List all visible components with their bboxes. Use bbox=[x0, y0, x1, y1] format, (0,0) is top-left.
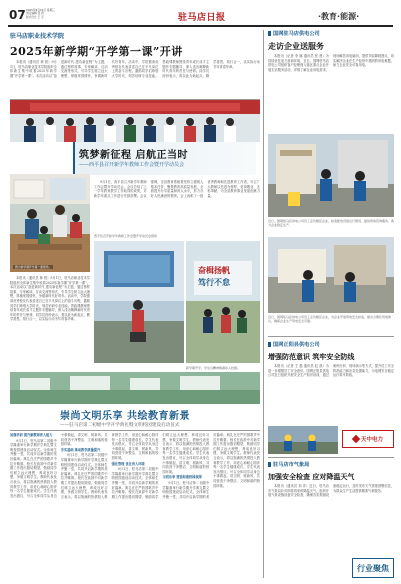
side-photo-overlay-2: 笃行不怠 bbox=[198, 277, 230, 287]
left-column-text bbox=[10, 276, 90, 364]
classroom-photo bbox=[10, 174, 90, 272]
section1-marker bbox=[268, 31, 271, 36]
power-photo-2-caption: 近日，国网驻马店供电公司员工走访辖区企业，为企业开展用电安全检查，提出合理化用电建议，确保企业生产用电安全可靠。 bbox=[268, 315, 392, 323]
teachers-award-photo bbox=[10, 100, 260, 142]
section-title: ·教育·能源· bbox=[318, 12, 360, 21]
section3-label-text: 驻马店市气象局 bbox=[273, 462, 310, 468]
electrician-photo bbox=[268, 426, 338, 454]
school-campus-photo bbox=[10, 372, 260, 404]
section2-label-text: 国网正阳县供电公司 bbox=[273, 342, 320, 348]
page-number: 07 bbox=[9, 8, 26, 22]
photo-story-body-text: 9月1日，西平县召开新学年教师工作会暨开学动员会。会议总结了上一学年教育教学工作取得的成绩，对新学年重点工作进行安排部署。会议强调，全县教育系统要坚持立德树人根本任务，聚焦教育高质量发展，全面提升办学质量和育人水平，努力办好人民满意的教育。会上表彰了一批优秀教师和先进教育工作者，号召广大教师以先进为榜样，爱岗敬业、无私奉献，为全县教育事业发展贡献力量。 bbox=[94, 180, 260, 198]
designer-line: 版式设计 王 宇 bbox=[26, 14, 44, 19]
section2-body bbox=[268, 364, 394, 424]
masthead-logo: 驻马店日报 bbox=[178, 13, 226, 23]
date-block bbox=[26, 9, 55, 19]
date-line: 2025年9月10日 星期三 bbox=[26, 8, 55, 12]
photo-story-headline: 筑梦新征程 启航正当时 bbox=[79, 150, 188, 161]
masthead-rule bbox=[8, 25, 393, 27]
section1-label bbox=[268, 30, 320, 37]
column-divider bbox=[263, 30, 264, 578]
section3-label bbox=[268, 461, 309, 468]
side-photo bbox=[186, 241, 260, 363]
power-badge-icon bbox=[352, 435, 360, 443]
footer-tag bbox=[352, 558, 394, 578]
photo-story-body bbox=[94, 180, 260, 232]
bottom-subhead-2: 夯实基础 推动教学质量提升 bbox=[60, 447, 101, 452]
bottom-story-subhead: ——驻马店第二初级中学开学典礼暨文明校园建设启动仪式 bbox=[60, 423, 180, 428]
power-photo-1-caption: 近日，国网驻马店供电公司员工走访辖区企业，检查配电设备运行情况，提供用电咨询服务，助力企业稳定生产。 bbox=[268, 219, 395, 227]
side-photo-caption: 新学期开学，学生们精神饱满步入校园。 bbox=[186, 366, 241, 370]
bottom-story-text-4: 9月1日，驻马店第二初级中学隆重举行新学期开学典礼暨文明校园建设启动仪式。全体师生齐聚一堂，共同开启新学期的美好篇章。典礼在庄严的国歌声中拉开帷幕。校长在致辞中对新学期工作提出殷切期望，勉励同学们树立远大理想，养成良好习惯，争做文明学生。教师代表发言表示，将以饱满的热情投入教育教学工作，用爱心和耐心陪伴每一名学生健康成长。学生代表发出倡议，号召全体同学从身边小事做起，讲文明、树新风，共同营造干净整洁、文明和谐的校园环境。 bbox=[162, 433, 260, 499]
section2-body-text: 本报讯（记者 王 磊 通讯员 赵 凯）为进一步增强员工安全意识，国网正阳县供电公司近日组织开展安全生产知识培训，通过案例分析、现场演示等方式，提升员工安全防范能力和应急处置能力，为电网安全稳定运行筑牢防线。 bbox=[268, 364, 394, 378]
power-line-photo-2 bbox=[268, 237, 394, 313]
stage-photo bbox=[94, 241, 184, 363]
bottom-story-rule bbox=[10, 430, 260, 431]
bottom-story-text-2: 9月1日，驻马店第二初级中学隆重举行新学期开学典礼暨文明校园建设启动仪式。全体师生齐聚一堂，共同开启新学期的美好篇章。典礼在庄严的国歌声中拉开帷幕。校长在致辞中对新学期工作提出殷切期望，勉励同学们树立远大理想，养成良好习惯，争做文明学生。教师代表发言表示，将以饱满的热情投入教育教学工作，用爱心和耐心陪伴每一名学生健康成长。学生代表发出倡议，号召全体同学从身边小事做起，讲文明、树新风，共同营造干净整洁、文明和谐的校园环境。 bbox=[60, 433, 159, 499]
section3-headline: 加强安全检查 应对降温天气 bbox=[268, 472, 355, 481]
section1-label-text: 国网驻马店供电公司 bbox=[273, 31, 320, 37]
bottom-subhead-1: 加强培训 提升新教师育人能力 bbox=[10, 433, 53, 437]
photo-story-caption: 西平县召开新学年教师工作会暨开学动员会现场 bbox=[94, 234, 158, 238]
article-body-text: 本报讯（通讯员 林 悦）9月1日，驻马店职业技术学院组织全体新生集中收看2025年新学期“开学第一课”。本次活动以“奋进新时代 建功新征程”为主题，通过榜样故事、专家解读、互动交流等形式，引导学生树立远大理想，厚植家国情怀，争做新时代好青年。活动中，学院邀请优秀校友代表讲述自己在平凡岗位上的奋斗历程，激励同学们珍惜大学时光，刻苦钻研专业技能。思政课教师围绕青年成长成才主题作专题辅导，深入浅出阐释新时代青年的责任与使命。同学们纷纷表示，将以此为新起点，勤学善思，知行合一，以实际行动书写青春华章。 bbox=[10, 60, 260, 78]
bottom-story-text-1: 9月1日，驻马店第二初级中学隆重举行新学期开学典礼暨文明校园建设启动仪式。全体师生齐聚一堂，共同开启新学期的美好篇章。典礼在庄严的国歌声中拉开帷幕。校长在致辞中对新学期工作提出殷切期望，勉励同学们树立远大理想，养成良好习惯，争做文明学生。教师代表发言表示，将以饱满的热情投入教育教学工作，用爱心和耐心陪伴每一名学生健康成长。学生代表发出倡议，号召全体同学从身边小事做起，讲文明、树新风，共同营造干净整洁、文明和谐的校园环境。 bbox=[10, 433, 108, 498]
bottom-subhead-3: 强化管理 优化育人环境 bbox=[111, 461, 145, 466]
section2-marker bbox=[268, 342, 271, 347]
power-badge bbox=[342, 430, 394, 448]
bottom-story-headline: 崇尚文明乐享 共绘教育新景 bbox=[60, 411, 190, 422]
article-kicker: 驻马店职业技术学院 bbox=[10, 33, 65, 40]
article-body bbox=[10, 60, 260, 94]
power-line-photo-1 bbox=[268, 134, 394, 217]
bottom-subhead-4: 文明乐享 营造和谐校园氛围 bbox=[162, 475, 202, 480]
section1-body bbox=[268, 54, 394, 130]
power-badge-text: 天中电力 bbox=[360, 437, 383, 443]
section2-rule bbox=[268, 336, 394, 337]
footer-tag-text: 行业聚焦 bbox=[357, 562, 389, 573]
section3-marker bbox=[268, 462, 271, 467]
section3-body bbox=[268, 484, 394, 554]
side-photo-overlay-1: 奋楫扬帆 bbox=[198, 265, 230, 275]
photo-story-subhead: ——西平县召开新学年教师工作会暨开学动员会 bbox=[79, 162, 185, 168]
article-headline: 2025年新学期“开学第一课”开讲 bbox=[10, 45, 183, 58]
editor-line: 责任编辑 张 莉 bbox=[26, 11, 44, 16]
section3-rule bbox=[268, 457, 394, 458]
section2-headline: 增强防范意识 筑牢安全防线 bbox=[268, 352, 355, 361]
section1-body-text: 本报讯（记者 李 娜 通讯员 张 晨）为持续优化电力营商环境，近日，国网驻马店供电公司组织客户经理深入辖区重点企业开展走访服务活动，详细了解企业用电需求，现场解答用电疑问，提供节能降耗建议，切实解决企业在生产经营中遇到的用电难题，助力企业安全可靠用电。 bbox=[268, 54, 394, 72]
bottom-story-body bbox=[10, 433, 260, 578]
bottom-story-text-3: 9月1日，驻马店第二初级中学隆重举行新学期开学典礼暨文明校园建设启动仪式。全体师生齐聚一堂，共同开启新学期的美好篇章。典礼在庄严的国歌声中拉开帷幕。校长在致辞中对新学期工作提出殷切期望，勉励同学们树立远大理想，养成良好习惯，争做文明学生。教师代表发言表示，将以饱满的热情投入教育教学工作，用爱心和耐心陪伴每一名学生健康成长。学生代表发出倡议，号召全体同学从身边小事做起，讲文明、树新风，共同营造干净整洁、文明和谐的校园环境。 bbox=[111, 433, 210, 499]
section2-label bbox=[268, 341, 320, 348]
section3-body-text: 本报讯（通讯员 刘 洋）近日，驻马店市气象局针对即将到来的降温天气，组织开展气象设施设备安全检查，确保各类观测设备稳定运行，及时发布天气预报预警信息，为群众生产生活提供精准气象服务。 bbox=[268, 484, 394, 498]
classroom-photo-caption: 图为新学期开学第一课现场。 bbox=[15, 265, 52, 269]
left-column-text-body: 本报讯（通讯员 林 悦）9月1日，驻马店职业技术学院组织全体新生集中收看2025年新学期“开学第一课”。本次活动以“奋进新时代 建功新征程”为主题，通过榜样故事、专家解读、互动交流等形式，引导学生树立远大理想，厚植家国情怀，争做新时代好青年。活动中，学院邀请优秀校友代表讲述自己在平凡岗位上的奋斗历程，激励同学们珍惜大学时光，刻苦钻研专业技能。思政课教师围绕青年成长成才主题作专题辅导，深入浅出阐释新时代青年的责任与使命。同学们纷纷表示，将以此为新起点，勤学善思，知行合一，以实际行动书写青春华章。 bbox=[10, 276, 90, 322]
section1-headline: 走访企业送服务 bbox=[268, 41, 324, 51]
